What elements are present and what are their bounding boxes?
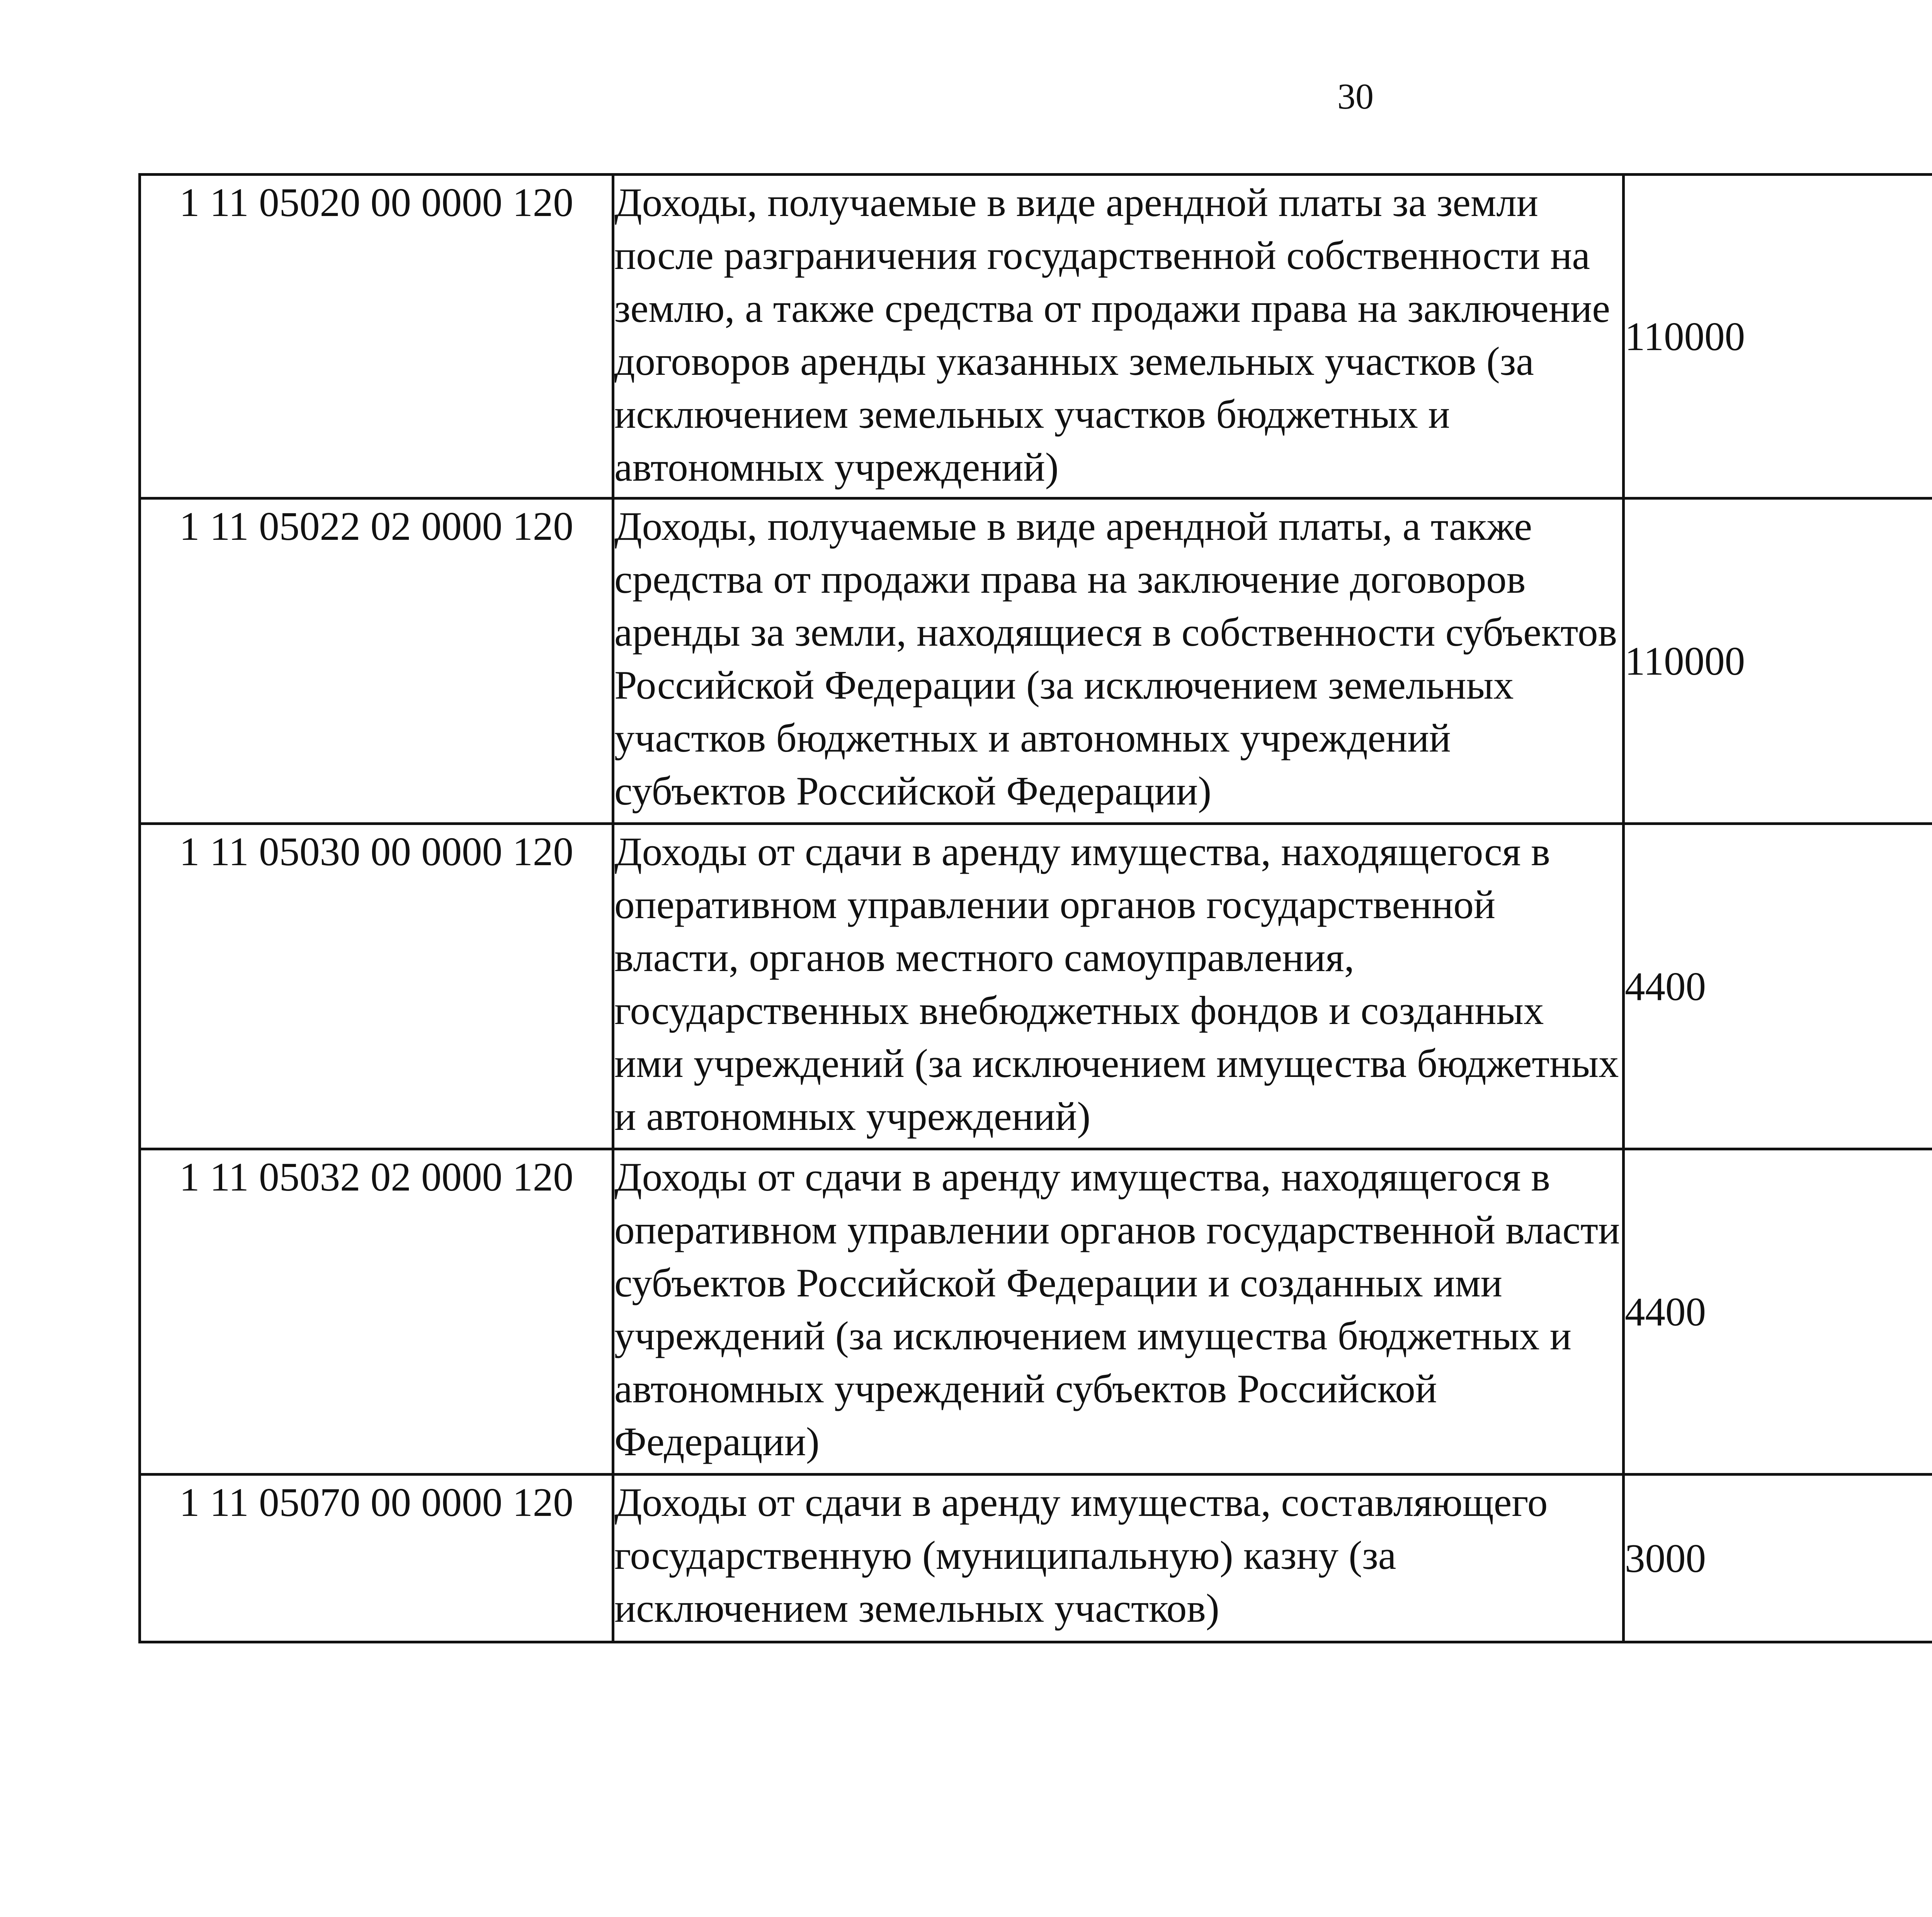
value-year-1-cell: 110000 (1624, 498, 1932, 824)
table-row (140, 175, 1932, 498)
value-year-1-cell: 4400 (1624, 824, 1932, 1149)
budget-code-cell: 1 11 05030 00 0000 120 (140, 824, 613, 1149)
revenue-table (138, 173, 1932, 1643)
description-cell: Доходы от сдачи в аренду имущества, составляющего государственную (муниципальную) казну (за исключением земельных участков) (613, 1475, 1624, 1642)
value-year-1-cell: 3000 (1624, 1475, 1932, 1642)
description-cell: Доходы от сдачи в аренду имущества, находящегося в оперативном управлении органов государственной власти субъектов Российской Федерации и созданных ими учреждений (за исключением имущества бюджетных и автономных учреждений субъектов Российской Федерации) (613, 1149, 1624, 1475)
page-number: 30 (1337, 77, 1374, 117)
description-cell: Доходы, получаемые в виде арендной платы, а также средства от продажи права на заключение договоров аренды за земли, находящиеся в собственности субъектов Российской Федерации (за исключением земельных участков бюджетных и автономных учреждений субъектов Российской Федерации) (613, 498, 1624, 824)
table-row (140, 824, 1932, 1149)
budget-code-cell: 1 11 05032 02 0000 120 (140, 1149, 613, 1475)
table-row (140, 1475, 1932, 1642)
description-cell: Доходы от сдачи в аренду имущества, находящегося в оперативном управлении органов государственной власти, органов местного самоуправления, государственных внебюджетных фондов и созданных ими учреждений (за исключением имущества бюджетных и автономных учреждений) (613, 824, 1624, 1149)
value-year-1-cell: 4400 (1624, 1149, 1932, 1475)
budget-code-cell: 1 11 05022 02 0000 120 (140, 498, 613, 824)
budget-code-cell: 1 11 05070 00 0000 120 (140, 1475, 613, 1642)
table-row (140, 498, 1932, 824)
description-cell: Доходы, получаемые в виде арендной платы за земли после разграничения государственной собственности на землю, а также средства от продажи права на заключение договоров аренды указанных земельных участков (за исключением земельных участков бюджетных и автономных учреждений) (613, 175, 1624, 498)
table-row (140, 1149, 1932, 1475)
budget-code-cell: 1 11 05020 00 0000 120 (140, 175, 613, 498)
value-year-1-cell: 110000 (1624, 175, 1932, 498)
